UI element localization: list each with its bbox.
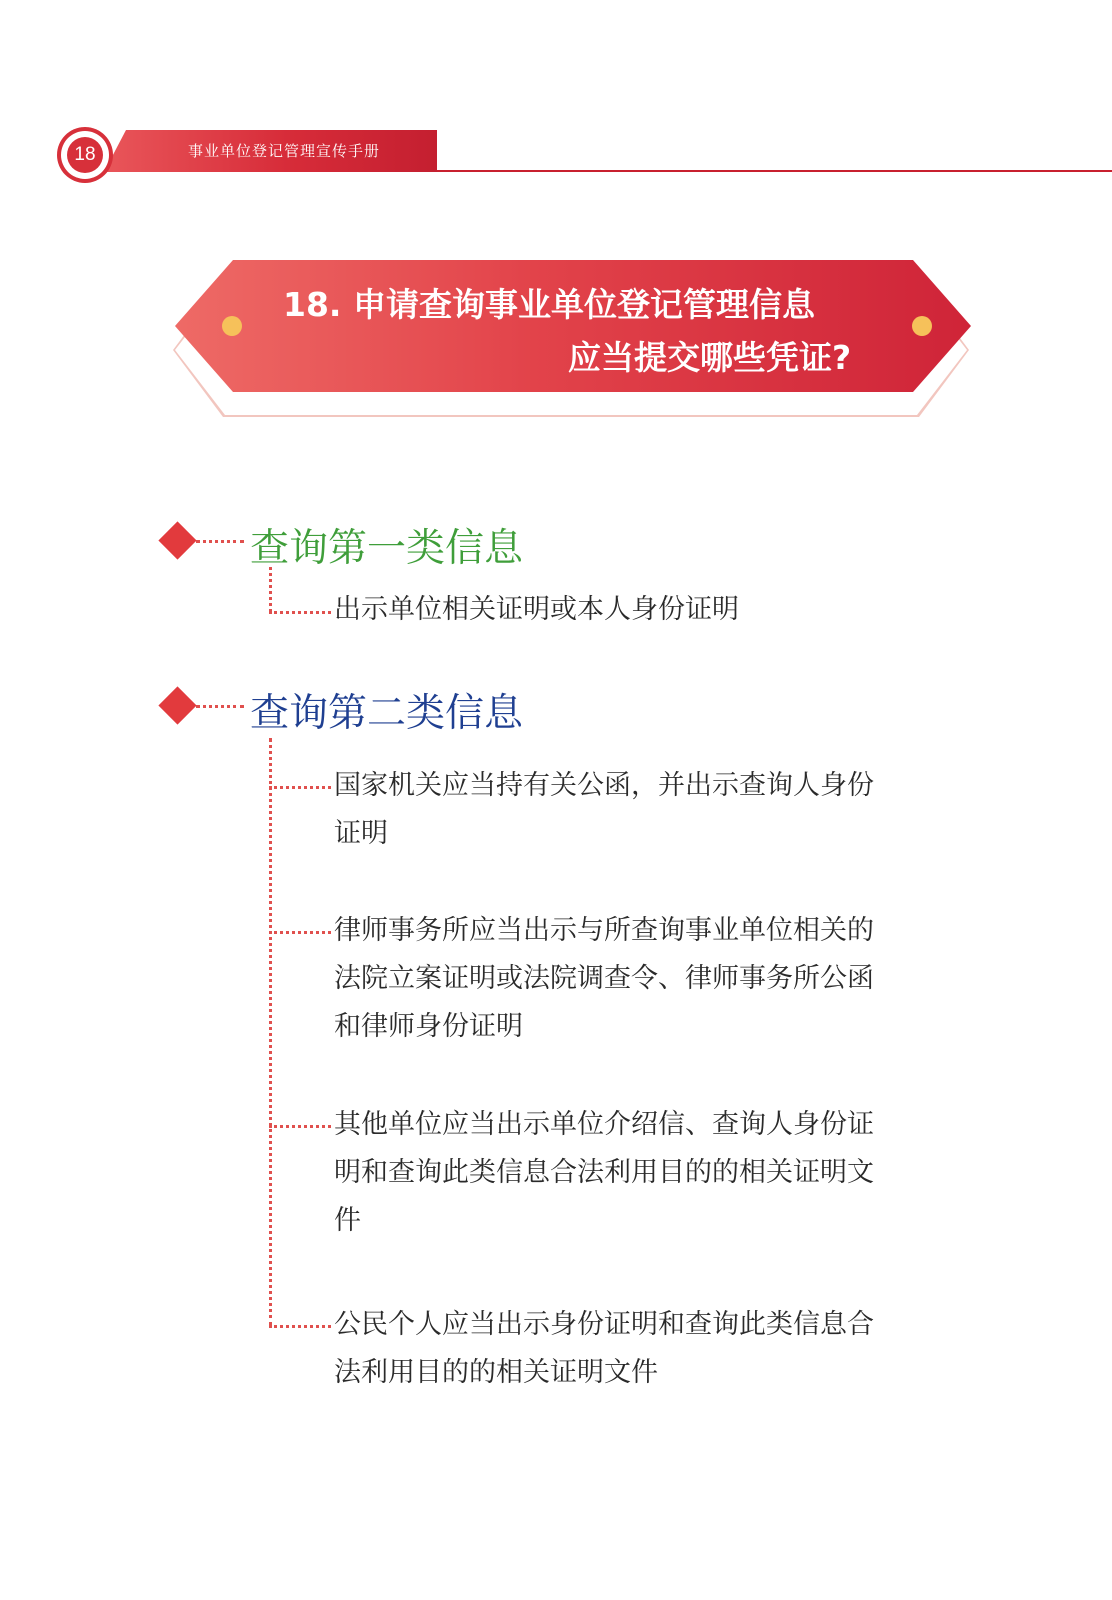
section-2-item-4-connector xyxy=(269,1325,331,1328)
section-2-item-4: 公民个人应当出示身份证明和查询此类信息合法利用目的的相关证明文件 xyxy=(334,1309,874,1388)
section-2-item-2-connector xyxy=(269,931,331,934)
section-1-title: 查询第一类信息 xyxy=(250,526,524,571)
question-title-line2: 应当提交哪些凭证? xyxy=(568,338,852,377)
section-1-connector xyxy=(196,540,244,543)
section-2-item-1-connector xyxy=(269,786,331,789)
section-2-item-1: 国家机关应当持有关公函，并出示查询人身份证明 xyxy=(334,770,874,849)
section-2-diamond-icon xyxy=(158,686,196,724)
section-1-branch-line xyxy=(269,567,272,612)
section-2-title: 查询第二类信息 xyxy=(250,691,524,736)
booklet-title: 事业单位登记管理宣传手册 xyxy=(188,143,381,160)
section-2-connector xyxy=(196,705,244,708)
banner-dot-left xyxy=(222,316,242,336)
banner-dot-right xyxy=(912,316,932,336)
section-1-item-connector xyxy=(269,611,331,614)
section-1-item-1: 出示单位相关证明或本人身份证明 xyxy=(334,594,739,625)
page-number: 18 xyxy=(67,137,103,173)
section-1-diamond-icon xyxy=(158,521,196,559)
section-2-branch-line xyxy=(269,738,272,1326)
section-2-item-3: 其他单位应当出示单位介绍信、查询人身份证明和查询此类信息合法利用目的的相关证明文件 xyxy=(334,1109,874,1236)
section-2-item-3-connector xyxy=(269,1125,331,1128)
section-2-item-2: 律师事务所应当出示与所查询事业单位相关的法院立案证明或法院调查令、律师事务所公函和律师身份证明 xyxy=(334,915,874,1042)
question-title-line1: 18. 申请查询事业单位登记管理信息 xyxy=(283,285,815,324)
